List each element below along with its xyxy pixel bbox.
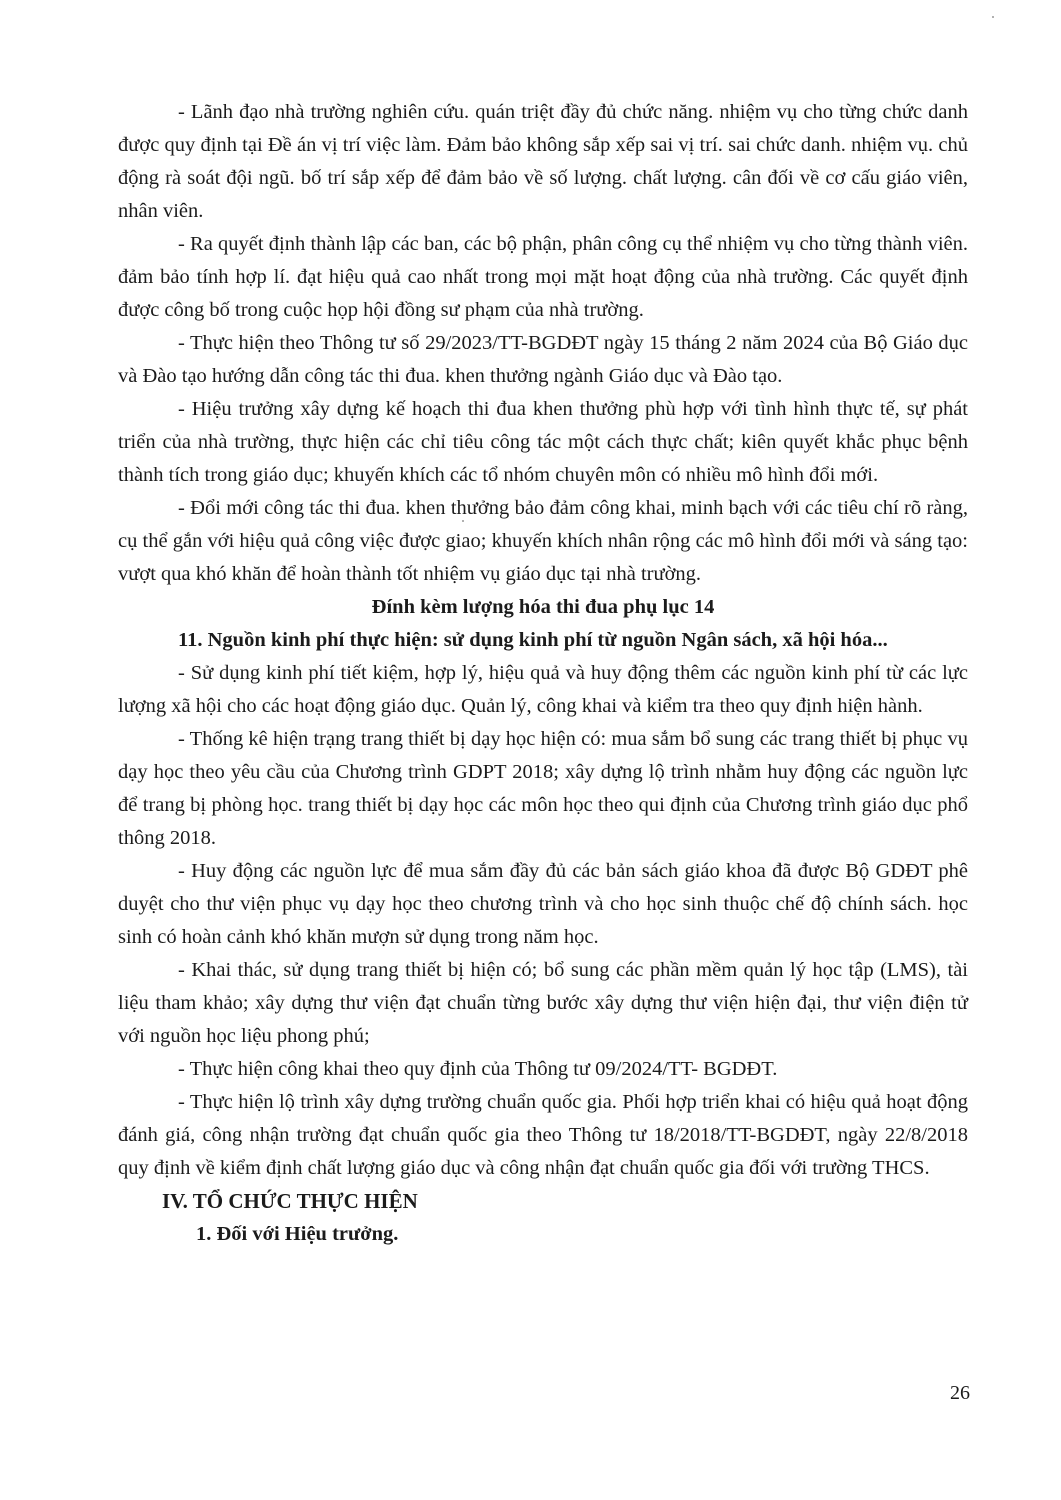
section-iv-heading: IV. TỔ CHỨC THỰC HIỆN [162,1189,418,1213]
paragraph: - Khai thác, sử dụng trang thiết bị hiện có; bổ sung các phần mềm quản lý học tập (LMS), tài liệu tham khảo; xây dựng thư viện đạt chuẩn từng bước xây dựng thư viện hiện đại, thư viện điện tử với nguồn học liệu phong phú; [118,959,968,1047]
paragraph: - Thực hiện công khai theo quy định của Thông tư 09/2024/TT- BGDĐT. [178,1058,778,1080]
attachment-heading: Đính kèm lượng hóa thi đua phụ lục 14 [371,596,715,618]
paragraph: - Hiệu trưởng xây dựng kế hoạch thi đua khen thưởng phù hợp với tình hình thực tế, sự phát triển của nhà trường, thực hiện các chỉ tiêu công tác một cách thực chất; kiên quyết khắc phục bệnh thành tích trong giáo dục; khuyến khích các tổ nhóm chuyên môn có nhiều mô hình đổi mới. [118,398,968,486]
page-number: 26 [950,1382,970,1404]
paragraph: - Lãnh đạo nhà trường nghiên cứu. quán triệt đầy đủ chức năng. nhiệm vụ cho từng chức danh được quy định tại Đề án vị trí việc làm. Đảm bảo không sắp xếp sai vị trí. sai chức danh. nhiệm vụ. chủ động rà soát đội ngũ. bố trí sắp xếp để đảm bảo về số lượng. chất lượng. cân đối về cơ cấu giáo viên, nhân viên. [118,101,968,222]
paragraph: - Đổi mới công tác thi đua. khen thưởng bảo đảm công khai, minh bạch với các tiêu chí rõ ràng, cụ thể gắn với hiệu quả công việc được giao; khuyến khích nhân rộng các mô hình đổi mới và sáng tạo: vượt qua khó khăn để hoàn thành tốt nhiệm vụ giáo dục tại nhà trường. [118,497,968,585]
scan-speck [992,16,994,18]
paragraph: - Sử dụng kinh phí tiết kiệm, hợp lý, hiệu quả và huy động thêm các nguồn kinh phí từ các lực lượng xã hội cho các hoạt động giáo dục. Quản lý, công khai và kiểm tra theo quy định hiện hành. [118,662,968,717]
section-11-heading: 11. Nguồn kinh phí thực hiện: sử dụng kinh phí từ nguồn Ngân sách, xã hội hóa... [178,629,888,651]
paragraph: - Thực hiện lộ trình xây dựng trường chuẩn quốc gia. Phối hợp triển khai có hiệu quả hoạt động đánh giá, công nhận trường đạt chuẩn quốc gia theo Thông tư 18/2018/TT-BGDĐT, ngày 22/8/2018 quy định về kiểm định chất lượng giáo dục và công nhận đạt chuẩn quốc gia đối với trường THCS. [118,1091,968,1179]
paragraph: - Thực hiện theo Thông tư số 29/2023/TT-BGDĐT ngày 15 tháng 2 năm 2024 của Bộ Giáo dục và Đào tạo hướng dẫn công tác thi đua. khen thưởng ngành Giáo dục và Đào tạo. [118,332,968,387]
paragraph: - Ra quyết định thành lập các ban, các bộ phận, phân công cụ thể nhiệm vụ cho từng thành viên. đảm bảo tính hợp lí. đạt hiệu quả cao nhất trong mọi mặt hoạt động của nhà trường. Các quyết định được công bố trong cuộc họp hội đồng sư phạm của nhà trường. [118,233,968,321]
paragraph: - Thống kê hiện trạng trang thiết bị dạy học hiện có: mua sắm bổ sung các trang thiết bị phục vụ dạy học theo yêu cầu của Chương trình GDPT 2018; xây dựng lộ trình nhằm huy động các nguồn lực để trang bị phòng học. trang thiết bị dạy học các môn học theo qui định của Chương trình giáo dục phổ thông 2018. [118,728,968,849]
document-body [118,96,968,1251]
scan-speck [462,520,464,522]
paragraph: - Huy động các nguồn lực để mua sắm đầy đủ các bản sách giáo khoa đã được Bộ GDĐT phê duyệt cho thư viện phục vụ dạy học theo chương trình và cho học sinh thuộc chế độ chính sách. học sinh có hoàn cảnh khó khăn mượn sử dụng trong năm học. [118,860,968,948]
subsection-1-heading: 1. Đối với Hiệu trưởng. [196,1223,399,1245]
